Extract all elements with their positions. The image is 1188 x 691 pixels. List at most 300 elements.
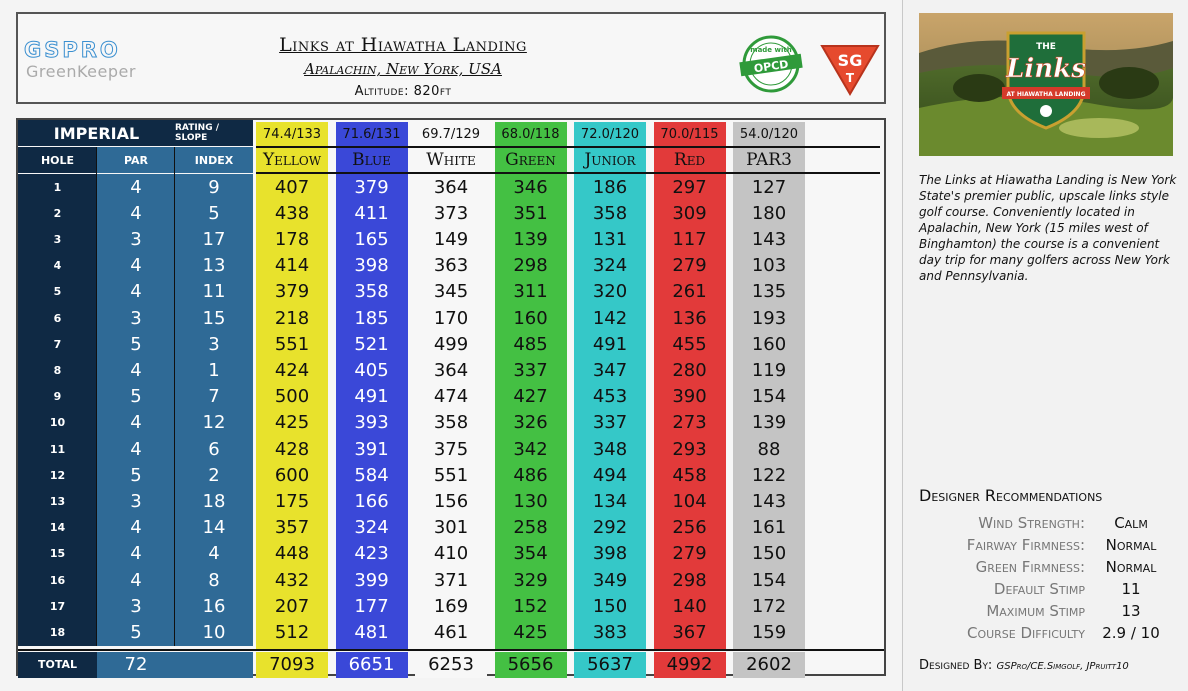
- yardage-red-text: 293: [672, 438, 707, 460]
- yardage-yellow-text: 425: [274, 412, 310, 434]
- hole-index-text: 13: [202, 255, 226, 277]
- recommendation-value: Normal: [1105, 536, 1157, 554]
- yardage-yellow-text: 218: [274, 307, 310, 329]
- hole-number-text: 16: [49, 573, 66, 587]
- yardage-blue: [336, 462, 408, 488]
- par-column-header-text: PAR: [123, 153, 149, 167]
- yardage-par3: [733, 331, 805, 357]
- hole-par-text: 5: [130, 464, 142, 486]
- left-col-divider-2: [174, 147, 175, 646]
- yardage-red: [654, 488, 726, 514]
- yardage-blue-text: 491: [354, 386, 389, 408]
- tee-red-total: [654, 652, 726, 678]
- hole-index-text: 2: [208, 464, 220, 486]
- hole-number-text: 7: [53, 337, 62, 351]
- yardage-junior: [574, 174, 646, 200]
- yardage-yellow: [256, 384, 328, 410]
- yardage-par3-text: 143: [751, 490, 787, 512]
- recommendation-value: 13: [1121, 602, 1141, 620]
- hole-number: [18, 279, 97, 305]
- yardage-yellow: [256, 541, 328, 567]
- yardage-blue-text: 379: [354, 176, 389, 198]
- yardage-white-text: 149: [433, 228, 469, 250]
- yardage-par3-text: 159: [751, 621, 787, 643]
- yardage-green-text: 311: [513, 281, 548, 303]
- yardage-green-text: 346: [513, 176, 548, 198]
- yardage-blue-text: 398: [354, 255, 389, 277]
- yardage-white: [415, 515, 487, 541]
- yardage-blue: [336, 226, 408, 252]
- hole-par-text: 4: [130, 255, 142, 277]
- yardage-green: [495, 357, 567, 383]
- yardage-green: [495, 488, 567, 514]
- yardage-blue-text: 405: [354, 359, 389, 381]
- yardage-junior-text: 320: [592, 281, 628, 303]
- yardage-blue: [336, 541, 408, 567]
- yardage-green-text: 342: [513, 438, 548, 460]
- hole-index: [175, 541, 253, 567]
- tee-par3-total: [733, 652, 805, 678]
- tee-blue-rating: [336, 122, 408, 146]
- yardage-yellow: [256, 462, 328, 488]
- yardage-junior: [574, 226, 646, 252]
- hole-number-text: 2: [53, 206, 62, 220]
- yardage-junior-text: 491: [592, 333, 628, 355]
- yardage-par3: [733, 226, 805, 252]
- hole-par-text: 3: [130, 307, 142, 329]
- yardage-green-text: 486: [513, 464, 548, 486]
- yardage-yellow: [256, 567, 328, 593]
- yardage-blue-text: 399: [354, 569, 389, 591]
- yardage-red-text: 261: [672, 281, 707, 303]
- yardage-white-text: 499: [433, 333, 469, 355]
- yardage-yellow-text: 551: [274, 333, 310, 355]
- yardage-green: [495, 410, 567, 436]
- hole-number-text: 3: [53, 232, 62, 246]
- hole-index: [175, 384, 253, 410]
- tee-green-name: [495, 147, 567, 173]
- yardage-red-text: 140: [672, 595, 707, 617]
- hole-index-text: 11: [202, 281, 226, 303]
- yardage-junior-text: 347: [592, 359, 628, 381]
- yardage-blue-text: 324: [354, 517, 389, 539]
- hole-index-text: 5: [208, 202, 220, 224]
- hole-number: [18, 384, 97, 410]
- hole-index-text: 6: [208, 438, 220, 460]
- yardage-white: [415, 462, 487, 488]
- total-par-text: 72: [124, 654, 148, 676]
- yardage-par3: [733, 488, 805, 514]
- hole-column-header-text: HOLE: [40, 153, 75, 167]
- yardage-yellow-text: 357: [274, 517, 310, 539]
- yardage-yellow-text: 414: [274, 255, 310, 277]
- opcd-top-text: made with: [750, 46, 792, 54]
- hole-number: [18, 593, 97, 619]
- yardage-blue: [336, 436, 408, 462]
- hole-number: [18, 174, 97, 200]
- yardage-green: [495, 200, 567, 226]
- yardage-junior: [574, 436, 646, 462]
- hole-number-text: 15: [49, 547, 66, 561]
- yardage-yellow: [256, 515, 328, 541]
- yardage-junior-text: 453: [592, 386, 628, 408]
- yardage-junior-text: 494: [592, 464, 628, 486]
- tee-blue-name-text: Blue: [352, 150, 391, 170]
- yardage-white-text: 373: [433, 202, 469, 224]
- hole-number: [18, 619, 97, 645]
- imperial-header: [18, 120, 175, 146]
- yardage-green-text: 130: [513, 490, 548, 512]
- yardage-white: [415, 593, 487, 619]
- yardage-red-text: 117: [672, 228, 707, 250]
- yardage-red-text: 309: [672, 202, 707, 224]
- yardage-white-text: 345: [433, 281, 469, 303]
- hole-number-text: 18: [49, 625, 66, 639]
- yardage-green: [495, 174, 567, 200]
- tee-par3-rating: [733, 122, 805, 146]
- yardage-white: [415, 200, 487, 226]
- tee-junior-rating: [574, 122, 646, 146]
- recommendation-row: [919, 624, 1181, 646]
- yardage-yellow-text: 175: [274, 490, 310, 512]
- hole-index: [175, 567, 253, 593]
- yardage-junior-text: 337: [592, 412, 628, 434]
- yardage-blue-text: 358: [354, 281, 389, 303]
- hole-par-text: 4: [130, 359, 142, 381]
- hole-number-text: 4: [53, 259, 62, 273]
- yardage-yellow: [256, 226, 328, 252]
- tee-green-rating-text: 68.0/118: [501, 126, 560, 142]
- yardage-blue: [336, 200, 408, 226]
- hole-par-text: 5: [130, 621, 142, 643]
- tee-yellow-total: [256, 652, 328, 678]
- hole-par-text: 4: [130, 438, 142, 460]
- designed-by-label: Designed By:: [919, 658, 993, 673]
- yardage-red: [654, 410, 726, 436]
- yardage-par3-text: 161: [751, 517, 787, 539]
- hole-par: [97, 462, 175, 488]
- hole-number: [18, 410, 97, 436]
- yardage-red-text: 298: [672, 569, 707, 591]
- yardage-junior: [574, 593, 646, 619]
- recommendation-row: [919, 602, 1181, 624]
- tee-par3-total-text: 2602: [746, 654, 792, 676]
- yardage-yellow: [256, 174, 328, 200]
- yardage-blue: [336, 488, 408, 514]
- yardage-junior-text: 292: [592, 517, 628, 539]
- yardage-yellow-text: 438: [274, 202, 310, 224]
- yardage-yellow-text: 407: [274, 176, 310, 198]
- hole-par: [97, 515, 175, 541]
- yardage-green: [495, 331, 567, 357]
- hole-index-text: 16: [202, 595, 226, 617]
- yardage-blue: [336, 410, 408, 436]
- yardage-green: [495, 619, 567, 645]
- yardage-par3-text: 154: [751, 386, 787, 408]
- yardage-white: [415, 619, 487, 645]
- yardage-junior: [574, 488, 646, 514]
- par-column-header: [97, 147, 175, 173]
- hole-par: [97, 174, 175, 200]
- hole-index: [175, 279, 253, 305]
- recommendation-label: Wind Strength:: [978, 514, 1085, 532]
- tee-blue-total-text: 6651: [348, 654, 395, 676]
- tee-white-total-text: 6253: [428, 654, 474, 676]
- yardage-green-text: 139: [513, 228, 548, 250]
- yardage-red-text: 367: [672, 621, 707, 643]
- hole-number-text: 8: [53, 363, 62, 377]
- yardage-white-text: 364: [433, 359, 469, 381]
- hole-index: [175, 488, 253, 514]
- yardage-par3-text: 160: [751, 333, 787, 355]
- yardage-white: [415, 384, 487, 410]
- tee-white-name: [415, 147, 487, 173]
- yardage-white-text: 551: [433, 464, 469, 486]
- sgt-top-text: SG: [837, 51, 863, 70]
- hole-number: [18, 436, 97, 462]
- hole-number: [18, 567, 97, 593]
- yardage-white-text: 410: [433, 543, 469, 565]
- yardage-white: [415, 436, 487, 462]
- yardage-green-text: 425: [513, 621, 548, 643]
- yardage-white-text: 375: [433, 438, 469, 460]
- recommendation-row: [919, 580, 1181, 602]
- hole-par-text: 5: [130, 333, 142, 355]
- yardage-red-text: 256: [672, 517, 707, 539]
- hole-index: [175, 436, 253, 462]
- hole-par: [97, 619, 175, 645]
- tee-junior-total-text: 5637: [587, 654, 633, 676]
- hole-index-text: 15: [202, 307, 226, 329]
- recommendation-value: Normal: [1105, 558, 1157, 576]
- yardage-red: [654, 619, 726, 645]
- hole-par: [97, 253, 175, 279]
- greenkeeper-logo: GreenKeeper: [26, 62, 136, 81]
- rating-slope-header: [175, 120, 253, 146]
- yardage-white-text: 363: [433, 255, 469, 277]
- hole-number-text: 9: [53, 390, 62, 404]
- hole-par-text: 3: [130, 595, 142, 617]
- yardage-junior: [574, 357, 646, 383]
- yardage-red: [654, 541, 726, 567]
- rating-slope-header-text: RATING / SLOPE: [175, 123, 220, 143]
- yardage-white-text: 156: [433, 490, 469, 512]
- yardage-green-text: 152: [513, 595, 548, 617]
- recommendation-label: Course Difficulty: [966, 624, 1085, 642]
- yardage-yellow: [256, 436, 328, 462]
- yardage-junior: [574, 462, 646, 488]
- yardage-par3-text: 154: [751, 569, 787, 591]
- yardage-junior-text: 348: [592, 438, 628, 460]
- yardage-red: [654, 515, 726, 541]
- yardage-yellow-text: 424: [274, 359, 310, 381]
- yardage-white: [415, 488, 487, 514]
- recommendation-value: Calm: [1114, 514, 1148, 532]
- yardage-blue: [336, 305, 408, 331]
- yardage-blue-text: 584: [354, 464, 389, 486]
- recommendation-value: 11: [1121, 580, 1141, 598]
- yardage-blue: [336, 384, 408, 410]
- opcd-badge-icon: [738, 34, 804, 94]
- yardage-green: [495, 462, 567, 488]
- photo-logo-banner: AT HIAWATHA LANDING: [1006, 91, 1086, 98]
- yardage-white: [415, 279, 487, 305]
- yardage-par3-text: 143: [751, 228, 787, 250]
- yardage-blue: [336, 174, 408, 200]
- yardage-white-text: 364: [433, 176, 469, 198]
- yardage-par3: [733, 567, 805, 593]
- hole-index-text: 18: [202, 490, 226, 512]
- yardage-par3-text: 150: [751, 543, 787, 565]
- hole-par-text: 4: [130, 281, 142, 303]
- hole-number-text: 1: [53, 180, 62, 194]
- yardage-yellow: [256, 488, 328, 514]
- total-label-text: TOTAL: [37, 658, 78, 672]
- hole-number: [18, 253, 97, 279]
- hole-index: [175, 619, 253, 645]
- yardage-yellow-text: 379: [274, 281, 310, 303]
- hole-par-text: 4: [130, 202, 142, 224]
- yardage-blue: [336, 331, 408, 357]
- hole-par-text: 3: [130, 228, 142, 250]
- yardage-blue: [336, 567, 408, 593]
- tee-red-rating: [654, 122, 726, 146]
- yardage-junior-text: 349: [592, 569, 628, 591]
- yardage-par3-text: 119: [751, 359, 787, 381]
- yardage-yellow: [256, 410, 328, 436]
- sgt-badge-icon: [818, 40, 882, 96]
- yardage-green-text: 337: [513, 359, 548, 381]
- yardage-red-text: 390: [672, 386, 707, 408]
- recommendation-label: Maximum Stimp: [986, 602, 1085, 620]
- yardage-junior: [574, 331, 646, 357]
- total-par: [97, 652, 175, 678]
- hole-index-text: 3: [208, 333, 220, 355]
- yardage-white: [415, 567, 487, 593]
- hole-par-text: 3: [130, 490, 142, 512]
- course-info-panel: [902, 0, 1188, 691]
- hole-par: [97, 567, 175, 593]
- total-label: [18, 652, 97, 678]
- course-photo-image: [919, 13, 1173, 156]
- yardage-par3: [733, 174, 805, 200]
- hole-par-text: 4: [130, 412, 142, 434]
- hole-par: [97, 488, 175, 514]
- yardage-junior: [574, 279, 646, 305]
- hole-number-text: 17: [49, 599, 66, 613]
- yardage-par3: [733, 541, 805, 567]
- yardage-par3: [733, 357, 805, 383]
- hole-number-text: 13: [49, 494, 66, 508]
- hole-index: [175, 593, 253, 619]
- hole-index: [175, 410, 253, 436]
- tee-junior-name: [574, 147, 646, 173]
- yardage-green: [495, 436, 567, 462]
- scorecard-table: [16, 118, 886, 676]
- opcd-main-text: OPCD: [753, 57, 790, 76]
- tee-green-total: [495, 652, 567, 678]
- yardage-junior-text: 142: [592, 307, 628, 329]
- yardage-junior: [574, 567, 646, 593]
- yardage-junior: [574, 515, 646, 541]
- hole-number-text: 6: [53, 311, 62, 325]
- tee-blue-rating-text: 71.6/131: [342, 126, 401, 142]
- tee-white-name-text: White: [426, 150, 476, 170]
- hole-number-text: 14: [49, 521, 66, 535]
- yardage-yellow: [256, 331, 328, 357]
- recommendation-row: [919, 558, 1181, 580]
- yardage-red-text: 104: [672, 490, 707, 512]
- yardage-green-text: 427: [513, 386, 548, 408]
- tee-junior-rating-text: 72.0/120: [580, 126, 640, 142]
- yardage-white-text: 169: [433, 595, 469, 617]
- yardage-blue-text: 521: [354, 333, 389, 355]
- imperial-header-text: IMPERIAL: [53, 123, 140, 143]
- yardage-junior: [574, 253, 646, 279]
- yardage-junior-text: 131: [592, 228, 628, 250]
- tee-par3-rating-text: 54.0/120: [739, 126, 799, 142]
- yardage-junior-text: 324: [592, 255, 628, 277]
- yardage-par3: [733, 305, 805, 331]
- yardage-par3-text: 103: [751, 255, 787, 277]
- yardage-green: [495, 279, 567, 305]
- yardage-red-text: 297: [672, 176, 707, 198]
- hole-index: [175, 331, 253, 357]
- recommendation-row: [919, 536, 1181, 558]
- hole-index: [175, 357, 253, 383]
- yardage-blue: [336, 593, 408, 619]
- yardage-yellow: [256, 305, 328, 331]
- hole-index: [175, 515, 253, 541]
- yardage-blue: [336, 279, 408, 305]
- yardage-par3: [733, 253, 805, 279]
- tee-blue-name: [336, 147, 408, 173]
- hole-column-header: [18, 147, 97, 173]
- yardage-blue-text: 423: [354, 543, 389, 565]
- yardage-yellow: [256, 253, 328, 279]
- yardage-green: [495, 567, 567, 593]
- yardage-blue: [336, 619, 408, 645]
- yardage-junior-text: 358: [592, 202, 628, 224]
- yardage-blue: [336, 357, 408, 383]
- recommendation-label: Green Firmness:: [975, 558, 1085, 576]
- yardage-white-text: 301: [433, 517, 469, 539]
- hole-index: [175, 200, 253, 226]
- yardage-red: [654, 174, 726, 200]
- yardage-par3-text: 180: [751, 202, 787, 224]
- tee-red-name: [654, 147, 726, 173]
- yardage-par3-text: 139: [751, 412, 787, 434]
- hole-number: [18, 331, 97, 357]
- course-description: The Links at Hiawatha Landing is New York State's premier public, upscale links style golf course. Conveniently located in Apalachin, New York (15 miles west of Binghamton) the course is a convenient day trip for many golfers across New York and Pennsylvania.: [919, 173, 1177, 283]
- yardage-green-text: 329: [513, 569, 548, 591]
- yardage-par3-text: 122: [751, 464, 787, 486]
- yardage-par3-text: 172: [751, 595, 787, 617]
- tee-yellow-name: [256, 147, 328, 173]
- tee-yellow-rating-text: 74.4/133: [262, 126, 322, 142]
- yardage-blue-text: 393: [354, 412, 389, 434]
- yardage-red-text: 273: [672, 412, 707, 434]
- tee-par3-name-text: PAR3: [746, 150, 792, 170]
- yardage-green-text: 354: [513, 543, 548, 565]
- yardage-blue-text: 391: [354, 438, 389, 460]
- recommendation-value: 2.9 / 10: [1102, 624, 1160, 642]
- photo-logo-main: Links: [1006, 54, 1086, 84]
- hole-number-text: 12: [49, 468, 66, 482]
- yardage-junior-text: 134: [592, 490, 628, 512]
- yardage-par3-text: 88: [757, 438, 781, 460]
- hole-par: [97, 436, 175, 462]
